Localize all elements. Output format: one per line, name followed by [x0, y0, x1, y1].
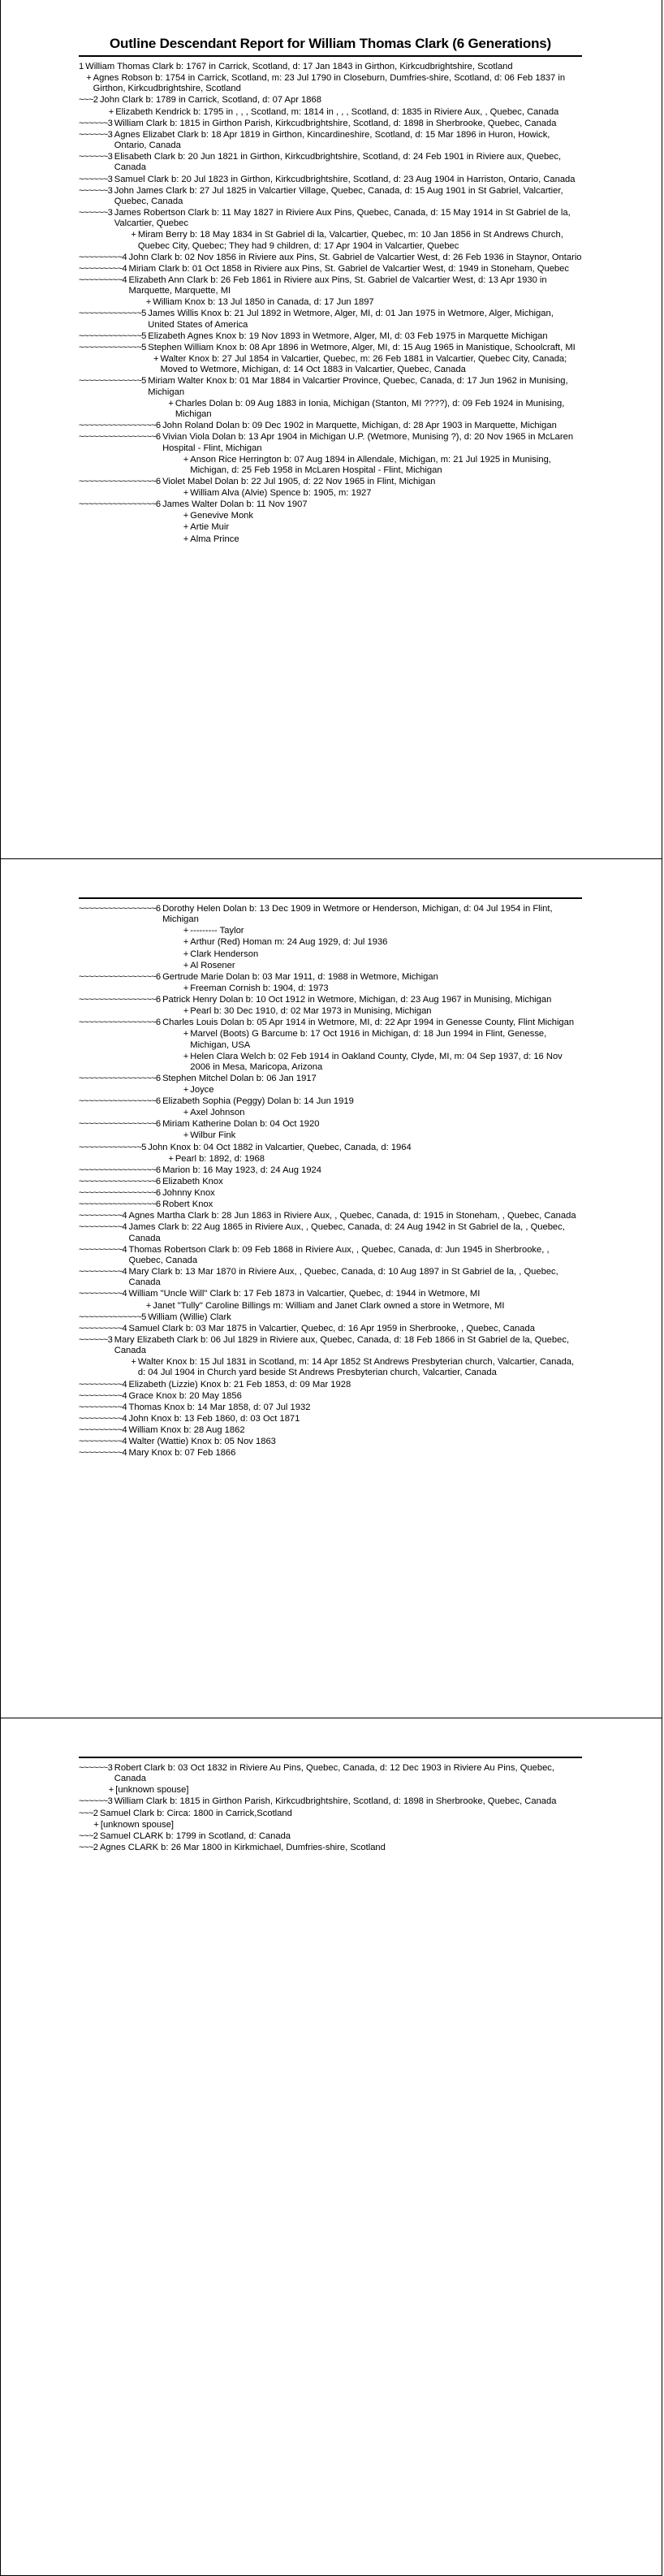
entry-text: Thomas Robertson Clark b: 09 Feb 1868 in Riviere Aux, , Quebec, Canada, d: Jun 1945 in Sherbrooke, , Quebec, Canada	[128, 1244, 550, 1265]
entry-text: Charles Dolan b: 09 Aug 1883 in Ionia, Michigan (Stanton, MI ????), d: 09 Feb 1924 in Munising, Michigan	[175, 398, 565, 420]
spouse-entry	[79, 1085, 582, 1096]
descendant-entry	[79, 1843, 582, 1853]
generation-marker: +	[168, 1153, 175, 1164]
generation-marker: ~~~~~~3	[79, 185, 114, 196]
spouse-entry	[79, 937, 582, 948]
descendant-entry	[79, 275, 582, 297]
entry-text: Miriam Clark b: 01 Oct 1858 in Riviere aux Pins, St. Gabriel de Valcartier West, d: 1949 in Stoneham, Quebec	[128, 263, 569, 274]
entry-text: Charles Louis Dolan b: 05 Apr 1914 in Wetmore, MI, d: 22 Apr 1994 in Genesse County, Flint Michigan	[162, 1018, 575, 1028]
descendant-entry	[79, 1177, 582, 1187]
entry-text: Axel Johnson	[190, 1108, 245, 1118]
generation-marker: +	[183, 511, 191, 521]
generation-marker: ~~~~~~~~~~~~~~~~6	[79, 1096, 163, 1107]
generation-marker: +	[183, 1029, 191, 1039]
descendant-entry	[79, 1119, 582, 1130]
report-page-3	[0, 1718, 662, 2576]
page-top-rule	[79, 897, 582, 899]
spouse-entry	[79, 1785, 582, 1796]
entry-text: Arthur (Red) Homan m: 24 Aug 1929, d: Jul 1936	[190, 937, 388, 948]
descendant-entry	[79, 1222, 582, 1244]
entry-text: William Clark b: 1815 in Girthon Parish, Kirkcudbrightshire, Scotland, d: 1898 in Sherbrooke, Quebec, Canada	[114, 118, 557, 128]
entry-text: Samuel CLARK b: 1799 in Scotland, d: Canada	[99, 1830, 291, 1841]
generation-marker: ~~~~~~~~~~~~~~~~6	[79, 1165, 163, 1175]
entry-text: Wilbur Fink	[190, 1130, 236, 1141]
entry-text: Walter Knox b: 27 Jul 1854 in Valcartier, Quebec, m: 26 Feb 1881 in Valcartier, Quebec City, Canada; Moved to Wetmore, Michigan, d: 14 Oct 1883 in Valcartier, Quebec, Canada	[160, 354, 567, 375]
generation-marker: ~~~2	[79, 1842, 100, 1852]
page-top-rule	[79, 1757, 582, 1758]
entry-text: Mary Elizabeth Clark b: 06 Jul 1829 in Riviere aux, Quebec, Canada, d: 18 Feb 1866 in St Gabriel de la, Quebec, Canada	[114, 1334, 570, 1356]
entry-text: Violet Mabel Dolan b: 22 Jul 1905, d: 22 Nov 1965 in Flint, Michigan	[162, 477, 436, 487]
descendant-entry	[79, 421, 582, 431]
entry-text: [unknown spouse]	[100, 1819, 175, 1830]
entry-text: William Clark b: 1815 in Girthon Parish, Kirkcudbrightshire, Scotland, d: 1898 in Sherbrooke, Quebec, Canada	[114, 1796, 557, 1807]
generation-marker: +	[183, 454, 191, 465]
generation-marker: ~~~~~~~~~4	[79, 1379, 129, 1390]
descendant-entry	[79, 995, 582, 1005]
descendant-entry	[79, 1414, 582, 1424]
entry-text: Samuel Clark b: 03 Mar 1875 in Valcartier, Quebec, d: 16 Apr 1959 in Sherbrooke, , Quebec, Canada	[128, 1323, 535, 1333]
generation-marker: +	[183, 937, 191, 948]
entry-text: Genevive Monk	[190, 511, 253, 521]
generation-marker: ~~~~~~~~~~~~~5	[79, 309, 149, 319]
entry-text: Elizabeth Knox	[162, 1176, 223, 1186]
descendant-entry	[79, 432, 582, 454]
generation-marker: ~~~~~~~~~~~~~~~~6	[79, 1176, 163, 1186]
generation-marker: ~~~~~~~~~~~~~5	[79, 376, 149, 387]
entry-text: Patrick Henry Dolan b: 10 Oct 1912 in Wetmore, Michigan, d: 23 Aug 1967 in Munising, Michigan	[162, 994, 552, 1005]
descendant-entry	[79, 253, 582, 263]
generation-marker: ~~~~~~~~~~~~~~~~6	[79, 421, 163, 431]
entry-text: Mary Clark b: 13 Mar 1870 in Riviere Aux, , Quebec, Canada, d: 10 Aug 1897 in St Gabriel de la, , Quebec, Canada	[128, 1267, 558, 1288]
generation-marker: +	[183, 522, 191, 533]
entry-text: Joyce	[190, 1085, 214, 1096]
generation-marker: ~~~~~~~~~~~~~~~~6	[79, 477, 163, 487]
descendant-entry	[79, 1403, 582, 1413]
entry-text: Stephen William Knox b: 08 Apr 1896 in Wetmore, Alger, MI, d: 15 Aug 1965 in Manistique, Schoolcraft, MI	[148, 342, 576, 352]
generation-marker: ~~~~~~~~~~~~~5	[79, 1142, 149, 1152]
generation-marker: ~~~~~~3	[79, 129, 114, 140]
descendant-entry	[79, 1074, 582, 1084]
generation-marker: ~~~~~~3	[79, 152, 114, 162]
spouse-entry	[79, 107, 582, 118]
generation-marker: +	[183, 1108, 191, 1118]
descendant-entry	[79, 208, 582, 230]
descendant-entry	[79, 343, 582, 353]
descendant-entry	[79, 1380, 582, 1390]
generation-marker: +	[183, 488, 191, 499]
generation-marker: +	[183, 1006, 191, 1017]
generation-marker: +	[168, 398, 175, 408]
entry-text: Samuel Clark b: Circa: 1800 in Carrick,Scotland	[99, 1808, 292, 1818]
entry-text: Janet "Tully" Caroline Billings m: William and Janet Clark owned a store in Wetmore, MI	[153, 1300, 505, 1311]
spouse-entry	[79, 230, 582, 252]
entry-text: Agnes Robson b: 1754 in Carrick, Scotland, m: 23 Jul 1790 in Closeburn, Dumfries-shire, Scotland, d: 06 Feb 1837 in Girthon, Kirkcudbrightshire, Scotland	[93, 73, 566, 94]
generation-marker: ~~~~~~~~~4	[79, 1390, 129, 1401]
descendant-entry	[79, 175, 582, 185]
generation-marker: +	[183, 949, 191, 959]
generation-marker: ~~~~~~3	[79, 118, 114, 128]
generation-marker: +	[145, 1300, 153, 1311]
generation-marker: ~~~~~~3	[79, 1763, 114, 1773]
descendant-entry	[79, 309, 582, 331]
entry-text: Agnes Martha Clark b: 28 Jun 1863 in Riviere Aux, , Quebec, Canada, d: 1915 in Stoneham, , Quebec, Canada	[128, 1211, 576, 1221]
generation-marker: +	[86, 73, 93, 84]
entry-text: John Knox b: 13 Feb 1860, d: 03 Oct 1871	[128, 1413, 300, 1424]
entry-text: Al Rosener	[190, 960, 235, 970]
entry-text: --------- Taylor	[190, 926, 244, 936]
report-title: Outline Descendant Report for William Thomas Clark (6 Generations)	[79, 36, 582, 57]
entry-text: Grace Knox b: 20 May 1856	[128, 1390, 242, 1401]
generation-marker: +	[108, 106, 116, 117]
spouse-entry	[79, 1301, 582, 1312]
descendant-entry	[79, 1267, 582, 1289]
generation-marker: ~~~~~~~~~~~~~~~~6	[79, 971, 163, 982]
descendant-entry	[79, 972, 582, 983]
spouse-entry	[79, 1108, 582, 1118]
descendant-entry	[79, 499, 582, 510]
entry-text: James Clark b: 22 Aug 1865 in Riviere Aux, , Quebec, Canada, d: 24 Aug 1942 in St Gabriel de la, , Quebec, Canada	[128, 1222, 565, 1243]
descendant-entry	[79, 1391, 582, 1402]
entry-text: Samuel Clark b: 20 Jul 1823 in Girthon, Kirkcudbrightshire, Scotland, d: 23 Aug 1904 in Harriston, Ontario, Canada	[114, 174, 576, 184]
entry-text: William (Willie) Clark	[148, 1312, 231, 1322]
spouse-entry	[79, 522, 582, 533]
entry-text: Dorothy Helen Dolan b: 13 Dec 1909 in Wetmore or Henderson, Michigan, d: 04 Jul 1954 in Flint, Michigan	[162, 904, 553, 925]
generation-marker: ~~~~~~~~~~~~~5	[79, 331, 149, 341]
page-content	[79, 1757, 582, 1854]
entry-text: Agnes Elizabet Clark b: 18 Apr 1819 in Girthon, Kincardineshire, Scotland, d: 15 Mar 1896 in Huron, Howick, Ontario, Canada	[114, 129, 550, 151]
generation-marker: +	[131, 1357, 138, 1368]
generation-marker: ~~~~~~~~~4	[79, 275, 129, 285]
generation-marker: ~~~~~~~~~~~~~~~~6	[79, 499, 163, 510]
generation-marker: ~~~~~~~~~4	[79, 1289, 129, 1299]
descendant-entry	[79, 119, 582, 129]
entry-text: Clark Henderson	[190, 949, 259, 959]
entry-text: James Walter Dolan b: 11 Nov 1907	[162, 499, 308, 510]
generation-marker: ~~~~~~~~~~~~~5	[79, 1312, 149, 1322]
entry-text: John Clark b: 1789 in Carrick, Scotland, d: 07 Apr 1868	[99, 95, 321, 106]
entry-text: John Clark b: 02 Nov 1856 in Riviere aux Pins, St. Gabriel de Valcartier West, d: 26 Feb 1936 in Staynor, Ontario	[128, 252, 582, 262]
descendant-entry	[79, 186, 582, 208]
generation-marker: ~~~~~~~~~4	[79, 1402, 129, 1412]
entry-text: Pearl b: 1892, d: 1968	[175, 1153, 265, 1164]
generation-marker: ~~~~~~3	[79, 208, 114, 218]
generation-marker: ~~~~~~~~~4	[79, 252, 129, 262]
generation-marker: ~~~~~~3	[79, 1796, 114, 1807]
descendant-entry	[79, 130, 582, 152]
generation-marker: ~~~~~~3	[79, 174, 114, 184]
entry-text: James Robertson Clark b: 11 May 1827 in Riviere Aux Pins, Quebec, Canada, d: 15 May 1914 in St Gabriel de la, Valcartier, Quebec	[114, 208, 571, 229]
entry-text: Walter Knox b: 15 Jul 1831 in Scotland, m: 14 Apr 1852 St Andrews Presbyterian church, Valcartier, Canada, d: 04 Jul 1904 in Church yard beside St Andrews Presbyterian church, Valcartier, Canada	[137, 1357, 575, 1378]
descendant-entry	[79, 1188, 582, 1199]
descendant-entry	[79, 1425, 582, 1436]
descendant-entry	[79, 264, 582, 274]
generation-marker: +	[183, 926, 191, 936]
generation-marker: ~~~~~~~~~~~~~5	[79, 342, 149, 352]
descendant-entry	[79, 62, 582, 72]
generation-marker: ~~~~~~~~~4	[79, 1323, 129, 1333]
spouse-entry	[79, 354, 582, 376]
spouse-entry	[79, 297, 582, 308]
descendant-entry	[79, 904, 582, 926]
entry-text: Elizabeth Sophia (Peggy) Dolan b: 14 Jun 1919	[162, 1096, 354, 1107]
generation-marker: ~~~2	[79, 1830, 100, 1841]
entry-text: William Knox b: 13 Jul 1850 in Canada, d: 17 Jun 1897	[153, 297, 374, 308]
entry-text: Freeman Cornish b: 1904, d: 1973	[190, 983, 329, 993]
generation-marker: ~~~~~~~~~~~~~~~~6	[79, 1187, 163, 1198]
entry-text: Thomas Knox b: 14 Mar 1858, d: 07 Jul 1932	[128, 1402, 311, 1412]
generation-marker: +	[183, 1130, 191, 1141]
descendant-entry	[79, 1199, 582, 1210]
generation-marker: ~~~~~~~~~~~~~~~~6	[79, 1074, 163, 1084]
entry-text: William "Uncle Will" Clark b: 17 Feb 1873 in Valcartier, Quebec, d: 1944 in Wetmore, MI	[128, 1289, 481, 1299]
generation-marker: ~~~~~~~~~4	[79, 1267, 129, 1277]
generation-marker: +	[153, 354, 161, 365]
entry-text: Vivian Viola Dolan b: 13 Apr 1904 in Michigan U.P. (Wetmore, Munising ?), d: 20 Nov 1965 in McLaren Hospital - Flint, Michigan	[162, 432, 574, 453]
spouse-entry	[79, 949, 582, 960]
spouse-entry	[79, 926, 582, 936]
generation-marker: +	[183, 534, 191, 544]
descendant-entry	[79, 1448, 582, 1459]
entry-text: Agnes CLARK b: 26 Mar 1800 in Kirkmichael, Dumfries-shire, Scotland	[99, 1842, 386, 1852]
entry-text: Elizabeth Ann Clark b: 26 Feb 1861 in Riviere aux Pins, St. Gabriel de Valcartier West, d: 13 Apr 1930 in Marquette, Marquette, MI	[128, 275, 547, 296]
entry-text: Anson Rice Herrington b: 07 Aug 1894 in Allendale, Michigan, m: 21 Jul 1925 in Munising, Michigan, d: 25 Feb 1958 in McLaren Hospital - Flint, Michigan	[190, 454, 551, 476]
entry-text: Helen Clara Welch b: 02 Feb 1914 in Oakland County, Clyde, MI, m: 04 Sep 1937, d: 16 Nov 2006 in Mesa, Maricopa, Arizona	[190, 1051, 563, 1072]
entry-text: Artie Muir	[190, 522, 230, 533]
generation-marker: ~~~~~~~~~~~~~~~~6	[79, 904, 163, 914]
entry-text: William Thomas Clark b: 1767 in Carrick, Scotland, d: 17 Jan 1843 in Girthon, Kirkcudbrightshire, Scotland	[85, 62, 513, 71]
generation-marker: ~~~~~~~~~4	[79, 263, 129, 274]
entry-text: John James Clark b: 27 Jul 1825 in Valcartier Village, Quebec, Canada, d: 15 Aug 1901 in St Gabriel, Valcartier, Quebec, Canada	[114, 185, 563, 206]
descendant-entry	[79, 477, 582, 487]
generation-marker: +	[131, 230, 138, 240]
entry-text: Johnny Knox	[162, 1187, 215, 1198]
descendant-entry	[79, 1831, 582, 1842]
entry-text: Marion b: 16 May 1923, d: 24 Aug 1924	[162, 1165, 321, 1175]
generation-marker: ~~~~~~~~~4	[79, 1211, 129, 1221]
generation-marker: ~~~~~~~~~~~~~~~~6	[79, 432, 163, 443]
spouse-entry	[79, 961, 582, 971]
page-content	[79, 897, 582, 1459]
descendant-entry	[79, 1245, 582, 1267]
entry-text: Mary Knox b: 07 Feb 1866	[128, 1448, 236, 1459]
generation-marker: +	[183, 983, 191, 993]
entry-text: Elisabeth Clark b: 20 Jun 1821 in Girthon, Kirkcudbrightshire, Scotland, d: 24 Feb 1901 in Riviere aux, Quebec, Canada	[114, 152, 562, 173]
descendant-entry	[79, 1165, 582, 1176]
entry-text: James Willis Knox b: 21 Jul 1892 in Wetmore, Alger, MI, d: 01 Jan 1975 in Wetmore, Alger, Michigan, United States of America	[148, 309, 554, 330]
entry-text: John Knox b: 04 Oct 1882 in Valcartier, Quebec, Canada, d: 1964	[148, 1142, 412, 1152]
spouse-entry	[79, 1130, 582, 1141]
generation-marker: +	[183, 1051, 191, 1061]
entry-text: Alma Prince	[190, 534, 239, 544]
spouse-entry	[79, 1052, 582, 1074]
generation-marker: ~~~~~~~~~~~~~~~~6	[79, 1119, 163, 1130]
entry-text: Pearl b: 30 Dec 1910, d: 02 Mar 1973 in Munising, Michigan	[190, 1006, 432, 1017]
entry-text: Miriam Walter Knox b: 01 Mar 1884 in Valcartier Province, Quebec, Canada, d: 17 Jun 1962 in Munising, Michigan	[148, 376, 568, 397]
descendant-entry	[79, 1018, 582, 1028]
descendant-entry	[79, 376, 582, 398]
generation-marker: +	[183, 1085, 191, 1096]
descendant-entry	[79, 1096, 582, 1107]
descendant-entry	[79, 1143, 582, 1153]
entry-text: Miram Berry b: 18 May 1834 in St Gabriel di la, Valcartier, Quebec, m: 10 Jan 1856 in St Andrews Church, Quebec City, Quebec; They had 9 children, d: 17 Apr 1904 in Valcartier, Quebec	[137, 230, 563, 251]
spouse-entry	[79, 983, 582, 994]
descendant-entry	[79, 95, 582, 106]
spouse-entry	[79, 1154, 582, 1165]
descendant-entry	[79, 1809, 582, 1819]
descendant-entry	[79, 1312, 582, 1323]
report-page-1	[0, 0, 662, 859]
descendant-entry	[79, 1796, 582, 1807]
entry-text: Robert Clark b: 03 Oct 1832 in Riviere Au Pins, Quebec, Canada, d: 12 Dec 1903 in Riviere Au Pins, Quebec, Canada	[114, 1763, 555, 1784]
generation-marker: +	[183, 960, 191, 970]
entry-text: [unknown spouse]	[115, 1785, 189, 1796]
generation-marker: ~~~2	[79, 95, 100, 106]
spouse-entry	[79, 1029, 582, 1051]
generation-marker: ~~~~~~~~~4	[79, 1424, 129, 1435]
generation-marker: ~~~~~~~~~4	[79, 1437, 129, 1447]
generation-marker: ~~~2	[79, 1808, 100, 1818]
entry-text: Miriam Katherine Dolan b: 04 Oct 1920	[162, 1119, 320, 1130]
entry-text: Marvel (Boots) G Barcume b: 17 Oct 1916 in Michigan, d: 18 Jun 1994 in Flint, Genesse, Michigan, USA	[190, 1029, 547, 1050]
entry-text: Elizabeth Kendrick b: 1795 in , , , Scotland, m: 1814 in , , , Scotland, d: 1835 in Riviere Aux, , Quebec, Canada	[115, 106, 559, 117]
generation-marker: ~~~~~~3	[79, 1334, 114, 1345]
generation-marker: ~~~~~~~~~4	[79, 1244, 129, 1255]
generation-marker: 1	[79, 62, 86, 71]
descendant-entry	[79, 1335, 582, 1357]
spouse-entry	[79, 511, 582, 521]
generation-marker: ~~~~~~~~~4	[79, 1413, 129, 1424]
generation-marker: ~~~~~~~~~~~~~~~~6	[79, 1018, 163, 1028]
spouse-entry	[79, 1820, 582, 1830]
descendant-entry	[79, 1763, 582, 1785]
descendant-entry	[79, 1211, 582, 1221]
spouse-entry	[79, 1357, 582, 1379]
generation-marker: ~~~~~~~~~~~~~~~~6	[79, 994, 163, 1005]
entry-text: Elizabeth Agnes Knox b: 19 Nov 1893 in Wetmore, Alger, MI, d: 03 Feb 1975 in Marquette Michigan	[148, 331, 548, 341]
spouse-entry	[79, 534, 582, 545]
descendant-entry	[79, 152, 582, 174]
entry-text: John Roland Dolan b: 09 Dec 1902 in Marquette, Michigan, d: 28 Apr 1903 in Marquette, Michigan	[162, 421, 557, 431]
entry-text: William Knox b: 28 Aug 1862	[128, 1424, 245, 1435]
descendant-entry	[79, 1289, 582, 1299]
entry-list	[79, 904, 582, 1459]
generation-marker: +	[145, 297, 153, 308]
entry-text: Elizabeth (Lizzie) Knox b: 21 Feb 1853, d: 09 Mar 1928	[128, 1379, 351, 1390]
descendant-entry	[79, 331, 582, 342]
descendant-entry	[79, 1324, 582, 1334]
entry-text: Stephen Mitchel Dolan b: 06 Jan 1917	[162, 1074, 317, 1084]
spouse-entry	[79, 488, 582, 499]
generation-marker: ~~~~~~~~~~~~~~~~6	[79, 1199, 163, 1210]
descendant-entry	[79, 1437, 582, 1447]
spouse-entry	[79, 1006, 582, 1017]
entry-list	[79, 62, 582, 545]
spouse-entry	[79, 73, 582, 95]
entry-text: Walter (Wattie) Knox b: 05 Nov 1863	[128, 1437, 276, 1447]
entry-text: William Alva (Alvie) Spence b: 1905, m: 1927	[190, 488, 372, 499]
spouse-entry	[79, 399, 582, 421]
generation-marker: +	[108, 1785, 116, 1796]
spouse-entry	[79, 455, 582, 477]
generation-marker: +	[93, 1819, 101, 1830]
generation-marker: ~~~~~~~~~4	[79, 1222, 129, 1233]
page-content	[79, 36, 582, 546]
generation-marker: ~~~~~~~~~4	[79, 1448, 129, 1459]
entry-text: Robert Knox	[162, 1199, 213, 1210]
report-page-2	[0, 859, 662, 1718]
entry-list	[79, 1763, 582, 1853]
entry-text: Gertrude Marie Dolan b: 03 Mar 1911, d: 1988 in Wetmore, Michigan	[162, 971, 438, 982]
